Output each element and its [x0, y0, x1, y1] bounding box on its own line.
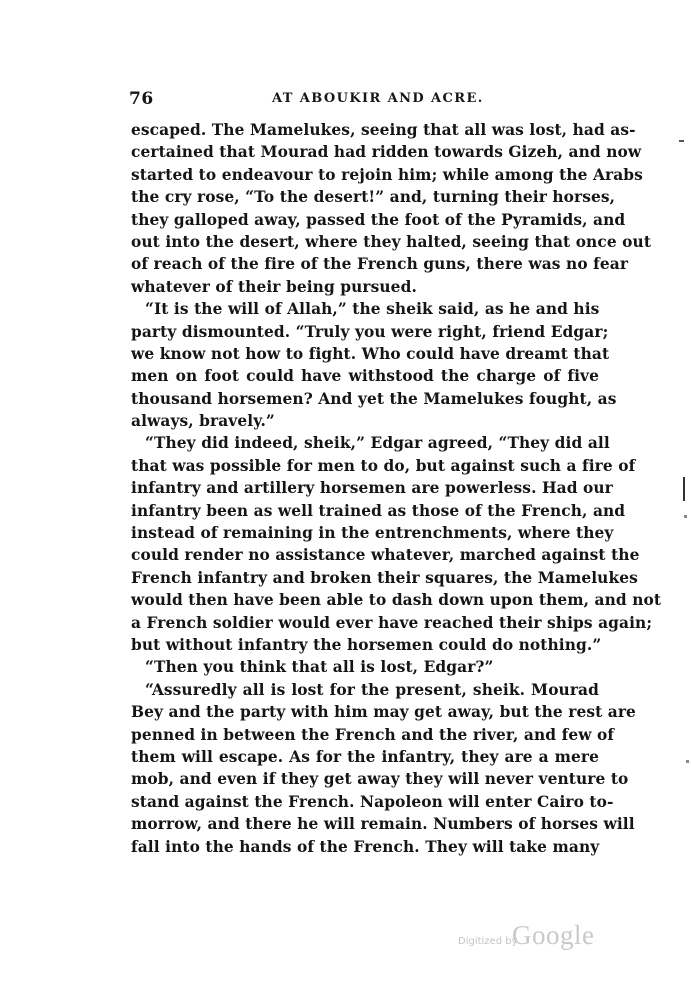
text-line: certained that Mourad had ridden towards Gizeh, and now: [131, 143, 642, 162]
page-number: 76: [129, 89, 154, 109]
text-line: a French soldier would ever have reached their ships again;: [131, 613, 653, 632]
text-line: them will escape. As for the infantry, they are a mere: [131, 747, 599, 766]
text-line: would then have been able to dash down upon them, and not: [131, 591, 662, 610]
text-line: “They did indeed, sheik,” Edgar agreed, “They did all: [145, 434, 610, 453]
text-line: stand against the French. Napoleon will enter Cairo to-: [131, 792, 614, 811]
scan-mark: [686, 760, 689, 763]
text-line: we know not how to fight. Who could have dreamt that: [131, 344, 610, 363]
text-line: they galloped away, passed the foot of the Pyramids, and: [131, 210, 626, 229]
text-line: infantry and artillery horsemen are powerless. Had our: [131, 479, 613, 498]
body-text: [131, 119, 662, 858]
scan-mark: [683, 477, 685, 501]
scan-mark: [679, 140, 684, 142]
text-line: “Assuredly all is lost for the present, sheik. Mourad: [145, 680, 599, 699]
text-line: whatever of their being pursued.: [131, 277, 417, 296]
google-logo: Google: [512, 920, 595, 950]
text-line: thousand horsemen? And yet the Mamelukes fought, as: [131, 389, 617, 408]
text-line: mob, and even if they get away they will never venture to: [131, 770, 629, 789]
text-line: infantry been as well trained as those of the French, and: [131, 501, 626, 520]
text-line: penned in between the French and the river, and few of: [131, 725, 615, 744]
text-line: that was possible for men to do, but against such a fire of: [131, 456, 636, 475]
text-line: of reach of the fire of the French guns, there was no fear: [131, 255, 629, 274]
digitized-by-google-watermark: [458, 920, 608, 960]
text-line: the cry rose, “To the desert!” and, turning their horses,: [131, 188, 616, 207]
text-line: out into the desert, where they halted, seeing that once out: [131, 232, 652, 251]
page-header: [129, 89, 599, 111]
text-line: party dismounted. “Truly you were right, friend Edgar;: [131, 322, 609, 341]
text-line: but without infantry the horsemen could do nothing.”: [131, 635, 602, 654]
text-line: instead of remaining in the entrenchments, where they: [131, 524, 614, 543]
scan-mark: [684, 515, 687, 518]
text-line: escaped. The Mamelukes, seeing that all was lost, had as-: [131, 121, 636, 139]
text-line: always, bravely.”: [131, 412, 275, 431]
text-line: “It is the will of Allah,” the sheik said, as he and his: [145, 300, 600, 319]
watermark-prefix: Digitized by: [458, 936, 518, 947]
text-line: Bey and the party with him may get away, but the rest are: [131, 703, 636, 722]
running-title: AT ABOUKIR AND ACRE.: [272, 91, 484, 106]
text-line: started to endeavour to rejoin him; while among the Arabs: [131, 165, 643, 184]
text-line: French infantry and broken their squares, the Mamelukes: [131, 568, 638, 587]
text-line: “Then you think that all is lost, Edgar?”: [145, 658, 494, 677]
text-line: morrow, and there he will remain. Numbers of horses will: [131, 815, 635, 834]
text-line: could render no assistance whatever, marched against the: [131, 546, 640, 565]
text-line: men on foot could have withstood the charge of five: [131, 367, 599, 386]
text-line: fall into the hands of the French. They will take many: [131, 837, 600, 856]
